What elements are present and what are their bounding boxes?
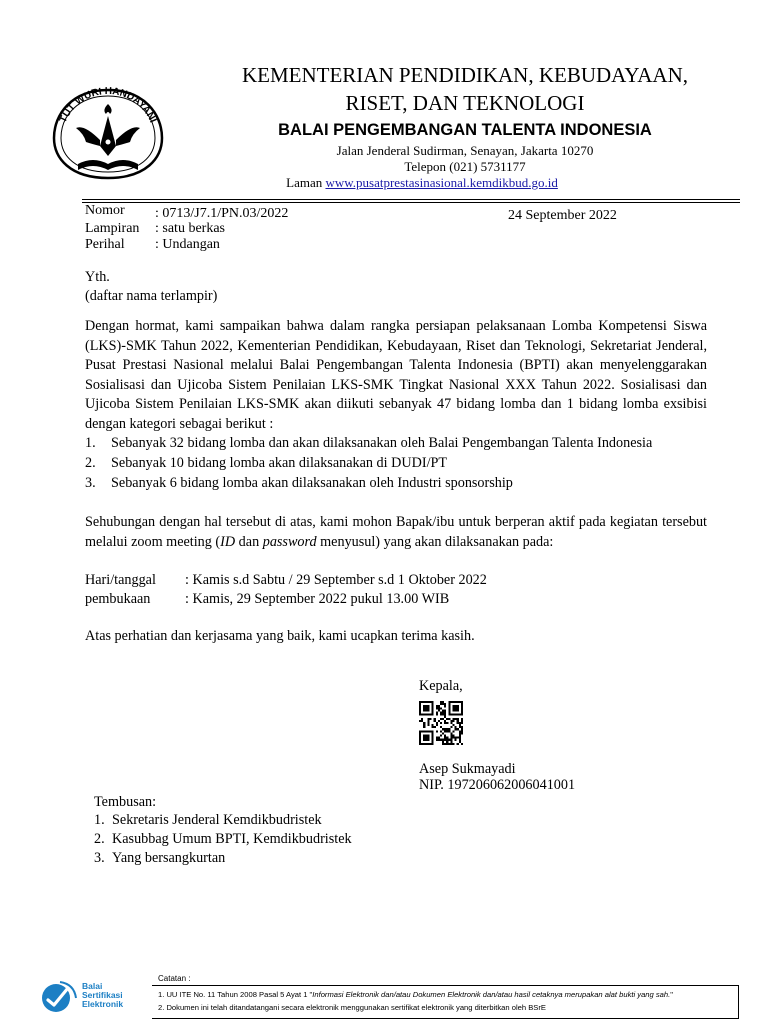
- tut-wuri-handayani-logo: [48, 84, 168, 184]
- perihal-value: : Undangan: [155, 237, 220, 252]
- schedule-opening-label: pembukaan: [85, 591, 151, 607]
- cc-item: [94, 811, 322, 831]
- schedule-date-row: [85, 571, 487, 591]
- website-link[interactable]: www.pusatprestasinasional.kemdikbud.go.id: [325, 175, 558, 190]
- lampiran-value: : satu berkas: [155, 221, 225, 236]
- cc-text: Yang bersangkurtan: [112, 850, 226, 866]
- note1-b: Informasi Elektronik dan/atau Dokumen Elektronik dan/atau hasil cetaknya merupakan alat bukti yang sah.: [312, 990, 671, 999]
- catatan-label: Catatan :: [158, 974, 191, 983]
- cc-text: Kasubbag Umum BPTI, Kemdikbudristek: [112, 831, 352, 847]
- p2-part-b: dan: [235, 533, 263, 550]
- svg-text:TUT WURI HANDAYANI: TUT WURI HANDAYANI: [57, 85, 159, 125]
- signatory-name: Asep Sukmayadi: [419, 761, 516, 777]
- ministry-name-line2: RISET, DAN TEKNOLOGI: [345, 91, 585, 115]
- p2-id: ID: [220, 533, 236, 550]
- note1-a: 1. UU ITE No. 11 Tahun 2008 Pasal 5 Ayat 1 ": [158, 990, 313, 999]
- p2-password: password: [262, 533, 317, 550]
- closing-sentence: Atas perhatian dan kerjasama yang baik, kami ucapkan terima kasih.: [85, 628, 475, 644]
- header-rule: [82, 199, 740, 200]
- letter-date: 24 September 2022: [508, 208, 617, 223]
- list-text: Sebanyak 32 bidang lomba dan akan dilaksanakan oleh Balai Pengembangan Talenta Indonesia: [111, 435, 653, 451]
- signatory-title: Kepala,: [419, 678, 463, 694]
- lampiran-row: [85, 221, 225, 237]
- catatan-note-2: 2. Dokumen ini telah ditandatangani secara elektronik menggunakan sertifikat elektronik yang diterbitkan oleh BSrE: [158, 1003, 546, 1012]
- cc-number: 3.: [94, 850, 105, 866]
- office-name: BALAI PENGEMBANGAN TALENTA INDONESIA: [278, 121, 652, 139]
- cc-text: Sekretaris Jenderal Kemdikbudristek: [112, 812, 322, 828]
- qr-code-signature: [419, 701, 463, 745]
- list-text: Sebanyak 10 bidang lomba akan dilaksanakan di DUDI/PT: [111, 455, 448, 471]
- cc-label: Tembusan:: [94, 794, 157, 810]
- bse-logo-text: [82, 982, 123, 1009]
- body-paragraph-1: Dengan hormat, kami sampaikan bahwa dalam rangka persiapan pelaksanaan Lomba Kompetensi Siswa (LKS)-SMK Tahun 2022, Kementerian Pendidikan, Kebudayaan, Riset dan Teknologi, Sekretariat Jenderal, Pusat Prestasi Nasional melalui Balai Pengembangan Talenta Indonesia (BPTI) akan menyelenggarakan Sosialisasi dan Ujicoba Sistem Penilaian LKS-SMK Tingkat Nasional XXX Tahun 2022. Sosialisasi dan Ujicoba Sistem Penilaian LKS-SMK akan diikuti sebanyak 47 bidang lomba dan 1 bidang lomba exsibisi dengan kategori sebagai berikut :: [85, 318, 707, 432]
- list-item: [85, 434, 652, 454]
- nomor-label: Nomor: [85, 203, 125, 218]
- ministry-name-line1: KEMENTERIAN PENDIDIKAN, KEBUDAYAAN,: [241, 63, 689, 87]
- perihal-label: Perihal: [85, 237, 125, 252]
- schedule-date-value: : Kamis s.d Sabtu / 29 September s.d 1 Oktober 2022: [185, 572, 487, 588]
- note1-c: ": [670, 990, 673, 999]
- nomor-row: [85, 203, 288, 219]
- list-item: [85, 474, 513, 494]
- office-phone: Telepon (021) 5731177: [404, 159, 526, 174]
- bse-line3: Elektronik: [82, 999, 124, 1009]
- list-number: 3.: [85, 475, 96, 491]
- website-label: Laman: [286, 175, 323, 190]
- p2-part-c: menyusul) yang akan dilaksanakan pada:: [316, 533, 554, 550]
- schedule-opening-row: [85, 590, 449, 610]
- bse-logo-icon: [38, 978, 78, 1014]
- cc-number: 2.: [94, 831, 105, 847]
- bse-line2: Sertifikasi: [82, 990, 123, 1000]
- list-item: [85, 454, 447, 474]
- lampiran-label: Lampiran: [85, 221, 140, 236]
- list-number: 2.: [85, 455, 96, 471]
- list-text: Sebanyak 6 bidang lomba akan dilaksanakan oleh Industri sponsorship: [111, 475, 513, 491]
- signatory-nip: NIP. 197206062006041001: [419, 777, 576, 793]
- recipient-name: (daftar nama terlampir): [85, 288, 218, 304]
- cc-item: [94, 849, 225, 869]
- p2-part-a: Sehubungan dengan hal tersebut di atas, kami mohon Bapak/ibu untuk berperan aktif pada kegiatan tersebut melalui zoom meeting (: [85, 514, 707, 550]
- cc-item: [94, 830, 352, 850]
- catatan-note-1: [158, 990, 673, 1000]
- office-website-line: [132, 175, 712, 191]
- body-paragraph-2: [85, 513, 707, 552]
- office-address: Jalan Jenderal Sudirman, Senayan, Jakarta 10270: [336, 143, 594, 158]
- perihal-row: [85, 237, 220, 253]
- schedule-date-label: Hari/tanggal: [85, 572, 156, 588]
- schedule-opening-value: : Kamis, 29 September 2022 pukul 13.00 WIB: [185, 591, 450, 607]
- bse-line1: Balai: [82, 981, 103, 991]
- cc-number: 1.: [94, 812, 105, 828]
- nomor-value: : 0713/J7.1/PN.03/2022: [155, 206, 289, 221]
- salutation: Yth.: [85, 269, 110, 285]
- list-number: 1.: [85, 435, 96, 451]
